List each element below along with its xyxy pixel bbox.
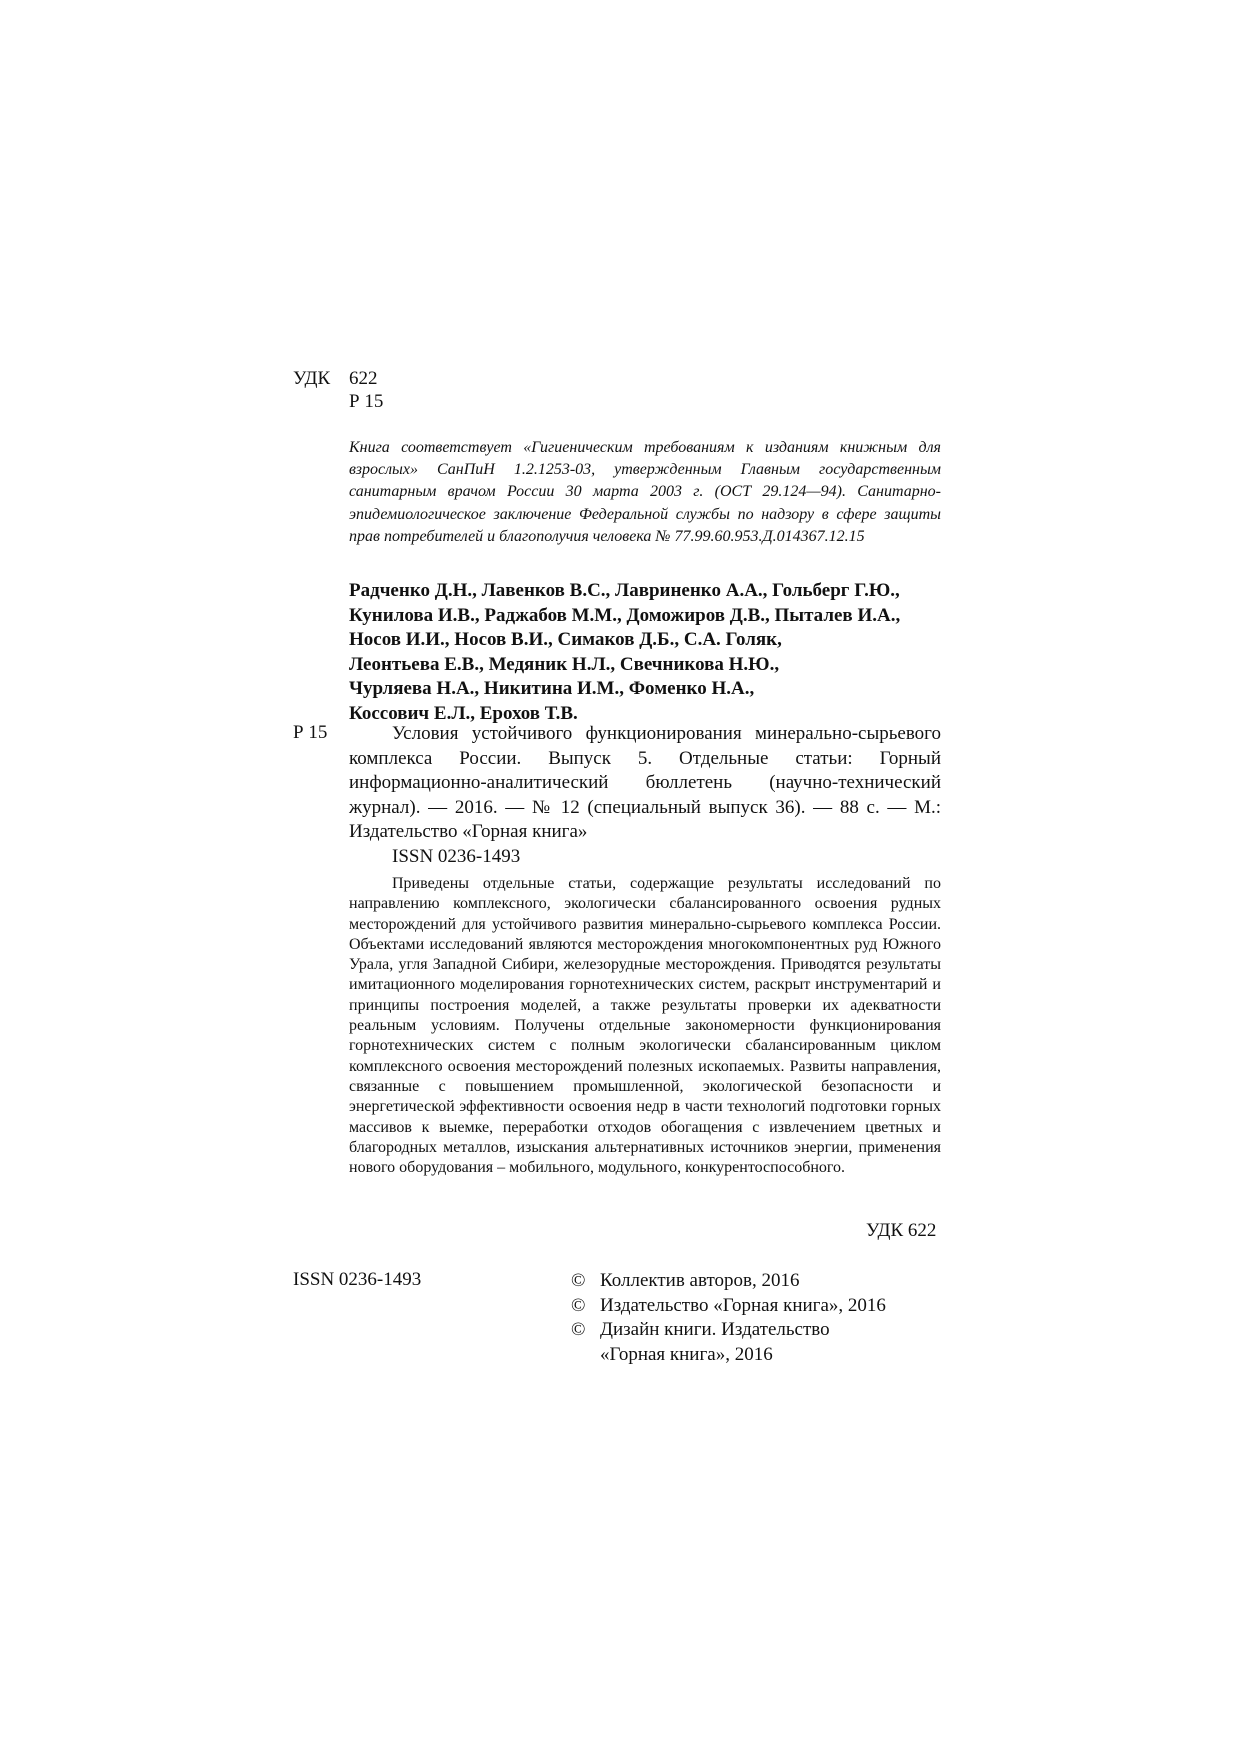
author-mark: Р 15 [293, 722, 328, 743]
issn-bottom: ISSN 0236-1493 [293, 1269, 422, 1290]
udk-bottom: УДК 622 [866, 1220, 937, 1241]
copyright-design [571, 1318, 886, 1343]
copyright-authors-text: Коллектив авторов, 2016 [600, 1270, 800, 1291]
authors-line: Кунилова И.В., Раджабов М.М., Доможиров Д.В., Пыталев И.А., [349, 604, 901, 626]
hygiene-note: Книга соответствует «Гигиеническим требованиям к изданиям книжным для взрослых» СанПиН 1.2.1253-03, утвержденным Главным государственным санитарным врачом России 30 марта 2003 г. (ОСТ 29.124—94). Санитарно-эпидемиологическое заключение Федеральной службы по надзору в сфере защиты прав потребителей и благополучия человека № 77.99.60.953.Д.014367.12.15 [349, 439, 941, 545]
copyright-symbol: © [571, 1270, 586, 1291]
udk-label: УДК [293, 368, 331, 389]
authors-line: Носов И.И., Носов В.И., Симаков Д.Б., С.А. Голяк, [349, 629, 782, 651]
copyright-design-text: Дизайн книги. Издательство [600, 1319, 830, 1341]
authors-line: Чурляева Н.А., Никитина И.М., Фоменко Н.А., [349, 678, 755, 700]
authors-line: Радченко Д.Н., Лавенков В.С., Лавриненко А.А., Гольберг Г.Ю., [349, 580, 900, 601]
issn-main: ISSN 0236-1493 [392, 846, 521, 867]
copyright-publisher-text: Издательство «Горная книга», 2016 [600, 1294, 886, 1316]
authors-line: Коссович Е.Л., Ерохов Т.В. [349, 702, 578, 724]
copyright-symbol: © [571, 1294, 586, 1316]
bibliographic-description: Условия устойчивого функционирования минерально-сырьевого комплекса России. Выпуск 5. Отдельные статьи: Горный информационно-аналитический бюллетень (научно-технический журнал). — 2016. — № 12 (специальный выпуск 36). — 88 с. — М.: Издательство «Горная книга» [349, 723, 941, 843]
abstract: Приведены отдельные статьи, содержащие результаты исследований по направлению комплексного, экологически сбалансированного освоения рудных месторождений для устойчивого развития минерально-сырьевого комплекса России. Объектами исследований являются месторождения многокомпонентных руд Южного Урала, угля Западной Сибири, железорудные месторождения. Приводятся результаты имитационного моделирования горнотехнических систем, раскрыт инструментарий и принципы построения моделей, а также результаты проверки их адекватности реальным условиям. Получены отдельные закономерности функционирования горнотехнических систем с полным экологически сбалансированным циклом комплексного освоения месторождений полезных ископаемых. Развиты направления, связанные с повышением промышленной, экологической безопасности и энергетической эффективности освоения недр в части технологий подготовки горных массивов к выемке, переработки отходов обогащения с извлечением цветных и благородных металлов, изыскания альтернативных источников энергии, применения нового оборудования – мобильного, модульного, конкурентоспособного. [349, 875, 941, 1177]
copyright-publisher [571, 1294, 886, 1319]
copyright-block [571, 1269, 886, 1368]
copyright-symbol: © [571, 1319, 586, 1341]
udk-code: 622 [349, 368, 378, 389]
bbk-code: Р 15 [349, 391, 384, 412]
copyright-authors [571, 1269, 886, 1294]
copyright-design-continued: «Горная книга», 2016 [600, 1344, 773, 1366]
authors-list [349, 579, 949, 727]
authors-line: Леонтьева Е.В., Медяник Н.Л., Свечникова Н.Ю., [349, 653, 780, 675]
